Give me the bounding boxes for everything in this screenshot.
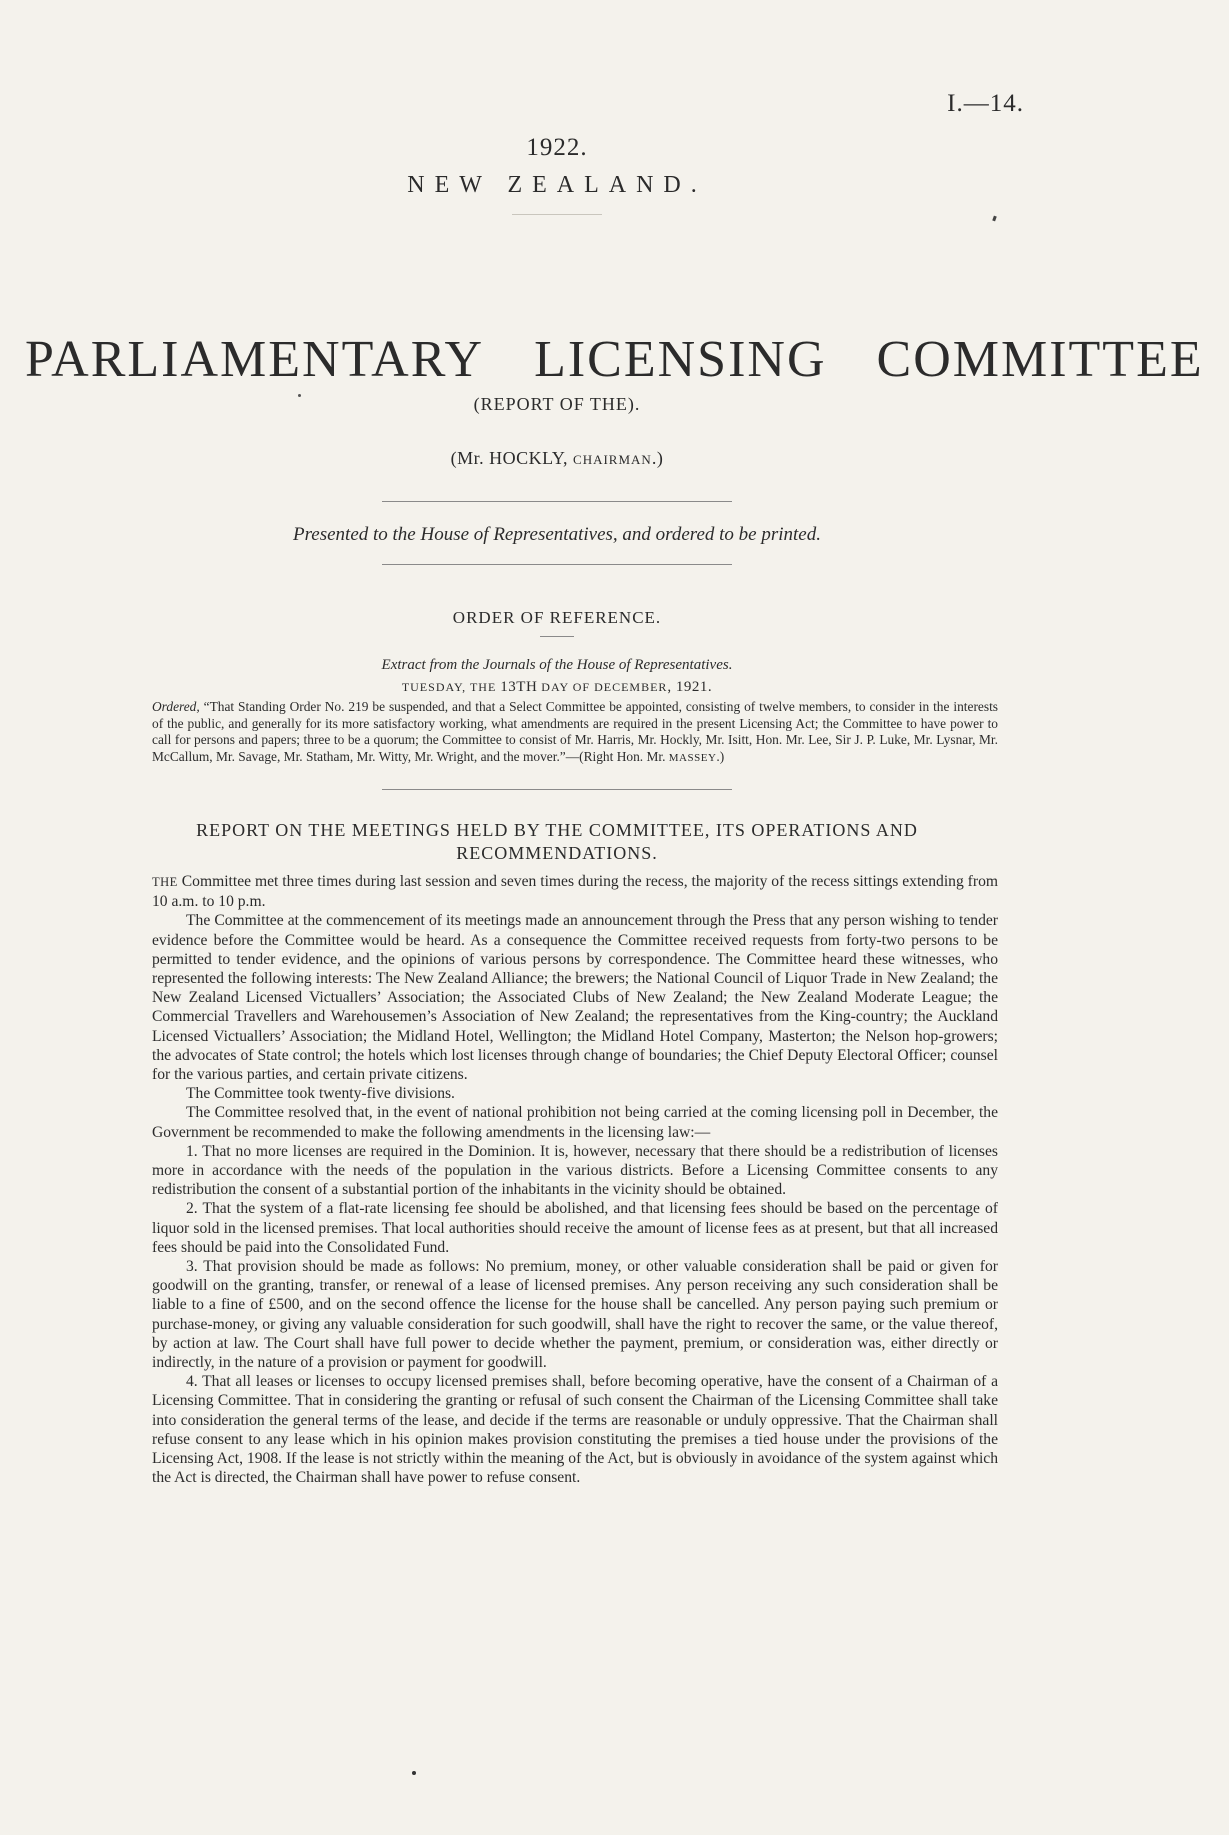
paragraph-4: The Committee resolved that, in the event of national prohibition not being carried at the coming licensing poll in December, the Government be recommended to make the following amendments in the licensing law:— [152,1104,998,1141]
date-connector-2: DAY OF [537,680,595,694]
order-body: “That Standing Order No. 219 be suspended, and that a Select Committee be appointed, consisting of twelve members, to consider in the interests of the public, and generally for its more satisfactory working, what amendments are required in the present Licensing Act; the Committee to have power to call for persons and papers; three to be a quorum; the Committee to consist of Mr. Harris, Mr. Hockly, Mr. Isitt, Hon. Mr. Lee, Sir J. P. Luke, Mr. Lysnar, Mr. McCallum, Mr. Savage, Mr. Statham, Mr. Witty, Mr. Wright, and the mover.”—(Right Hon. Mr. [152,699,998,764]
title-word-1: PARLIAMENTARY [25,331,485,388]
year: 1922. [526,134,588,161]
short-rule-top [512,214,602,215]
date-month: DECEMBER [594,680,668,694]
order-lead: Ordered, [152,699,200,714]
order-mover: MASSEY [668,751,717,764]
title-word-3: COMMITTEE [876,331,1204,388]
country-heading: NEW ZEALAND. [407,172,707,198]
chairman-suffix: .) [651,448,664,468]
print-speck-top [992,216,997,222]
order-text [152,699,998,766]
paragraph-8: 4. That all leases or licenses to occupy licensed premises shall, before becoming operative, have the consent of a Chairman of a Licensing Committee. That in considering the granting or refusal of such consent the Chairman of the Licensing Committee shall take into consideration the general terms of the lease, and decide if the terms are reasonable or unduly oppressive. That the Chairman shall refuse consent to any lease which in his opinion makes provision constituting the premises a tied house under the provisions of the Licensing Act, 1908. If the lease is not strictly within the meaning of the Act, but is obviously in avoidance of the system against which the Act is directed, the Chairman shall have power to refuse consent. [152,1373,998,1487]
rule-after-chairman [382,501,732,502]
date-connector-1: , THE [462,680,501,694]
document-title [0,330,1204,389]
print-speck-bottom [412,1771,416,1775]
paragraph-1 [152,872,998,911]
paragraph-7: 3. That provision should be made as follows: No premium, money, or other valuable consideration shall be paid or given for goodwill on the granting, transfer, or renewal of a lease of licensed premises. Any person receiving any such consideration shall be liable to a fine of £500, and on the second offence the license for the house shall be cancelled. Any person paying such premium or purchase-money, or giving any valuable consideration for such goodwill, shall have the right to recover the same, or the value thereof, by action at law. The Court shall have full power to decide whether the payment, premium, or consideration was, either directly or indirectly, in the nature of a provision or payment for goodwill. [152,1258,998,1372]
paragraph-5: 1. That no more licenses are required in the Dominion. It is, however, necessary that there should be a redistribution of licenses more in accordance with the needs of the population in the various districts. Before a Licensing Committee consents to any redistribution the consent of a substantial portion of the inhabitants in the vicinity should be obtained. [152,1142,998,1199]
paragraph-2: The Committee at the commencement of its meetings made an announcement through the Press that any person wishing to tender evidence before the Committee would be heard. As a consequence the Committee received requests from forty-two persons to be permitted to tender evidence, and the opinions of various persons by correspondence. The Committee heard these witnesses, who represented the following interests: The New Zealand Alliance; the brewers; the National Council of Liquor Trade in New Zealand; the New Zealand Licensed Victuallers’ Association; the Associated Clubs of New Zealand; the New Zealand Moderate League; the Commercial Travellers and Warehousemen’s Association of New Zealand; the representatives from the King-country; the Auckland Licensed Victuallers’ Association; the Midland Hotel, Wellington; the Midland Hotel Company, Masterton; the Nelson hop-growers; the advocates of State control; the hotels which lost licenses through change of boundaries; the Chief Deputy Electoral Officer; counsel for the various parties, and certain private citizens. [152,912,998,1084]
date-year: , 1921. [667,679,713,695]
date-number: 13TH [500,679,538,695]
title-word-2: LICENSING [534,331,827,388]
order-of-reference-heading: ORDER OF REFERENCE. [452,608,662,627]
report-heading: REPORT ON THE MEETINGS HELD BY THE COMMITTEE, ITS OPERATIONS AND RECOMMENDATIONS. [196,820,918,863]
rule-after-order [382,789,732,790]
chairman-line [0,448,1114,469]
order-end: .) [716,748,725,764]
date-day: TUESDAY [401,680,463,694]
rule-after-presented [382,564,732,565]
paragraph-1-lead: THE [152,875,178,889]
paragraph-1-text: Committee met three times during last session and seven times during the recess, the majority of the recess sittings extending from 10 a.m. to 10 p.m. [152,873,998,911]
chairman-name: (Mr. HOCKLY, [450,448,574,468]
sheet-reference: I.—14. [947,90,1024,117]
short-rule-order [540,636,574,637]
chairman-role: CHAIRMAN [573,452,652,467]
presented-line: Presented to the House of Representatives, and ordered to be printed. [292,524,821,545]
paragraph-6: 2. That the system of a flat-rate licensing fee should be abolished, and that licensing fees should be based on the percentage of liquor sold in the licensed premises. That local authorities should receive the amount of license fees as at present, but that all increased fees should be paid into the Consolidated Fund. [152,1200,998,1256]
date-line [0,679,1114,696]
extract-line: Extract from the Journals of the House of Representatives. [381,657,733,673]
document-subtitle: (REPORT OF THE). [473,394,641,414]
report-body [152,872,998,1488]
paragraph-3: The Committee took twenty-five divisions. [186,1085,455,1103]
